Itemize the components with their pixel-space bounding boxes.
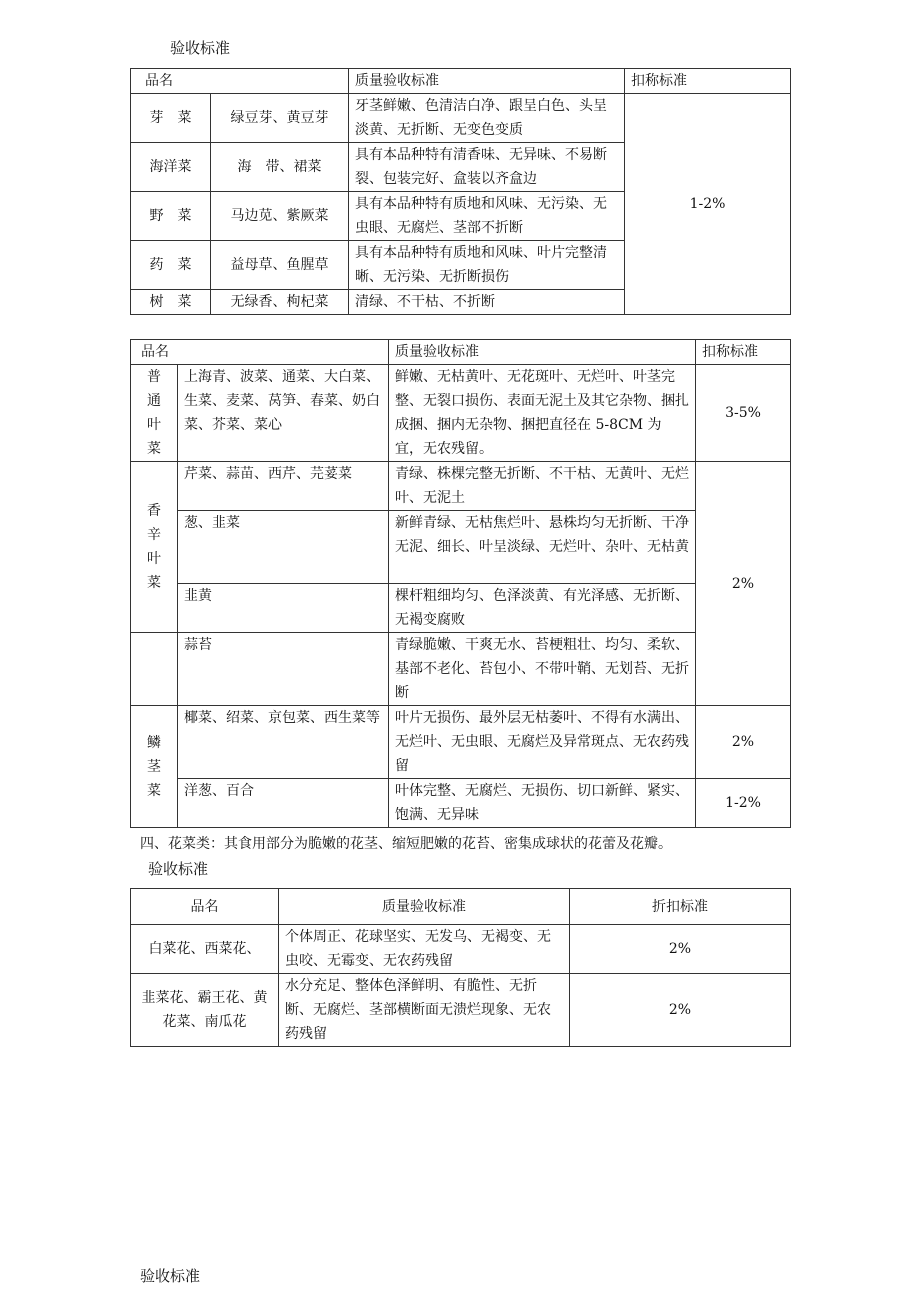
items-cell: 绿豆芽、黄豆芽	[211, 94, 349, 143]
items-cell: 韭菜花、霸王花、黄花菜、南瓜花	[131, 974, 279, 1047]
deduction-cell: 1-2%	[696, 779, 791, 828]
table-row	[131, 633, 791, 706]
header-name: 品名	[131, 69, 349, 94]
items-cell: 椰菜、绍菜、京包菜、西生菜等	[178, 706, 389, 779]
category-cell-common-leafy: 普 通 叶 菜	[131, 365, 178, 462]
deduction-cell: 2%	[696, 706, 791, 779]
header-deduction: 扣称标准	[696, 340, 791, 365]
category-cell: 野 菜	[131, 192, 211, 241]
items-cell: 韭黄	[178, 584, 389, 633]
table-row	[131, 462, 791, 511]
standard-cell: 具有本品种特有质地和风味、叶片完整清晰、无污染、无折断损伤	[349, 241, 625, 290]
table-flower-vegetables	[130, 888, 791, 1047]
category-cell: 树 菜	[131, 290, 211, 315]
standard-cell: 牙茎鲜嫩、色清洁白净、跟呈白色、头呈淡黄、无折断、无变色变质	[349, 94, 625, 143]
items-cell: 葱、韭菜	[178, 511, 389, 584]
deduction-cell: 3-5%	[696, 365, 791, 462]
category-cell: 药 菜	[131, 241, 211, 290]
header-deduction: 折扣标准	[570, 889, 791, 925]
items-cell: 无绿香、枸杞菜	[211, 290, 349, 315]
empty-category-cell	[131, 633, 178, 706]
table-row	[131, 365, 791, 462]
header-name: 品名	[131, 340, 389, 365]
header-standard: 质量验收标准	[349, 69, 625, 94]
table-row	[131, 974, 791, 1047]
deduction-cell: 2%	[696, 462, 791, 706]
items-cell: 益母草、鱼腥草	[211, 241, 349, 290]
category-cell: 海洋菜	[131, 143, 211, 192]
category-cell-aromatic-leafy: 香 辛 叶 菜	[131, 462, 178, 633]
header-name: 品名	[131, 889, 279, 925]
footer-title: 验收标准	[140, 1267, 201, 1285]
standard-cell: 鲜嫩、无枯黄叶、无花斑叶、无烂叶、叶茎完整、无裂口损伤、表面无泥土及其它杂物、捆扎成捆、捆内无杂物、捆把直径在 5-8CM 为宜，无农残留。	[389, 365, 696, 462]
deduction-cell: 2%	[570, 925, 791, 974]
section1-title: 验收标准	[170, 39, 231, 57]
standard-cell: 个体周正、花球坚实、无发乌、无褐变、无虫咬、无霉变、无农药残留	[279, 925, 570, 974]
standard-cell: 水分充足、整体色泽鲜明、有脆性、无折断、无腐烂、茎部横断面无溃烂现象、无农药残留	[279, 974, 570, 1047]
table-leafy-vegetables	[130, 339, 791, 828]
deduction-cell: 1-2%	[625, 94, 791, 315]
table-row	[131, 779, 791, 828]
table-row	[131, 706, 791, 779]
items-cell: 洋葱、百合	[178, 779, 389, 828]
items-cell: 海 带、裙菜	[211, 143, 349, 192]
standard-cell: 清绿、不干枯、不折断	[349, 290, 625, 315]
section3-intro: 四、花菜类：其食用部分为脆嫩的花茎、缩短肥嫩的花苔、密集成球状的花蕾及花瓣。	[140, 836, 672, 852]
table-row	[131, 925, 791, 974]
items-cell: 上海青、波菜、通菜、大白菜、生菜、麦菜、莴笋、春菜、奶白菜、芥菜、菜心	[178, 365, 389, 462]
table-row	[131, 584, 791, 633]
header-deduction: 扣称标准	[625, 69, 791, 94]
table-row	[131, 94, 791, 143]
deduction-cell: 2%	[570, 974, 791, 1047]
items-cell: 芹菜、蒜苗、西芹、芫荽菜	[178, 462, 389, 511]
table-row	[131, 511, 791, 584]
table-sprouts-etc	[130, 68, 791, 315]
standard-cell: 棵杆粗细均匀、色泽淡黄、有光泽感、无折断、无褐变腐败	[389, 584, 696, 633]
header-standard: 质量验收标准	[389, 340, 696, 365]
standard-cell: 叶片无损伤、最外层无枯萎叶、不得有水满出、无烂叶、无虫眼、无腐烂及异常斑点、无农药残留	[389, 706, 696, 779]
section3-title: 验收标准	[148, 860, 209, 878]
category-cell: 芽 菜	[131, 94, 211, 143]
standard-cell: 具有本品种特有质地和风味、无污染、无虫眼、无腐烂、茎部不折断	[349, 192, 625, 241]
items-cell: 蒜苔	[178, 633, 389, 706]
standard-cell: 新鲜青绿、无枯焦烂叶、悬株均匀无折断、干净无泥、细长、叶呈淡绿、无烂叶、杂叶、无枯黄	[389, 511, 696, 584]
standard-cell: 青绿脆嫩、干爽无水、苔梗粗壮、均匀、柔软、基部不老化、苔包小、不带叶鞘、无划苔、无折断	[389, 633, 696, 706]
standard-cell: 叶体完整、无腐烂、无损伤、切口新鲜、紧实、饱满、无异味	[389, 779, 696, 828]
items-cell: 白菜花、西菜花、	[131, 925, 279, 974]
header-standard: 质量验收标准	[279, 889, 570, 925]
items-cell: 马边苋、紫厥菜	[211, 192, 349, 241]
standard-cell: 青绿、株棵完整无折断、不干枯、无黄叶、无烂叶、无泥土	[389, 462, 696, 511]
category-cell-bulb: 鳞 茎 菜	[131, 706, 178, 828]
standard-cell: 具有本品种特有清香味、无异味、不易断裂、包装完好、盒装以齐盒边	[349, 143, 625, 192]
